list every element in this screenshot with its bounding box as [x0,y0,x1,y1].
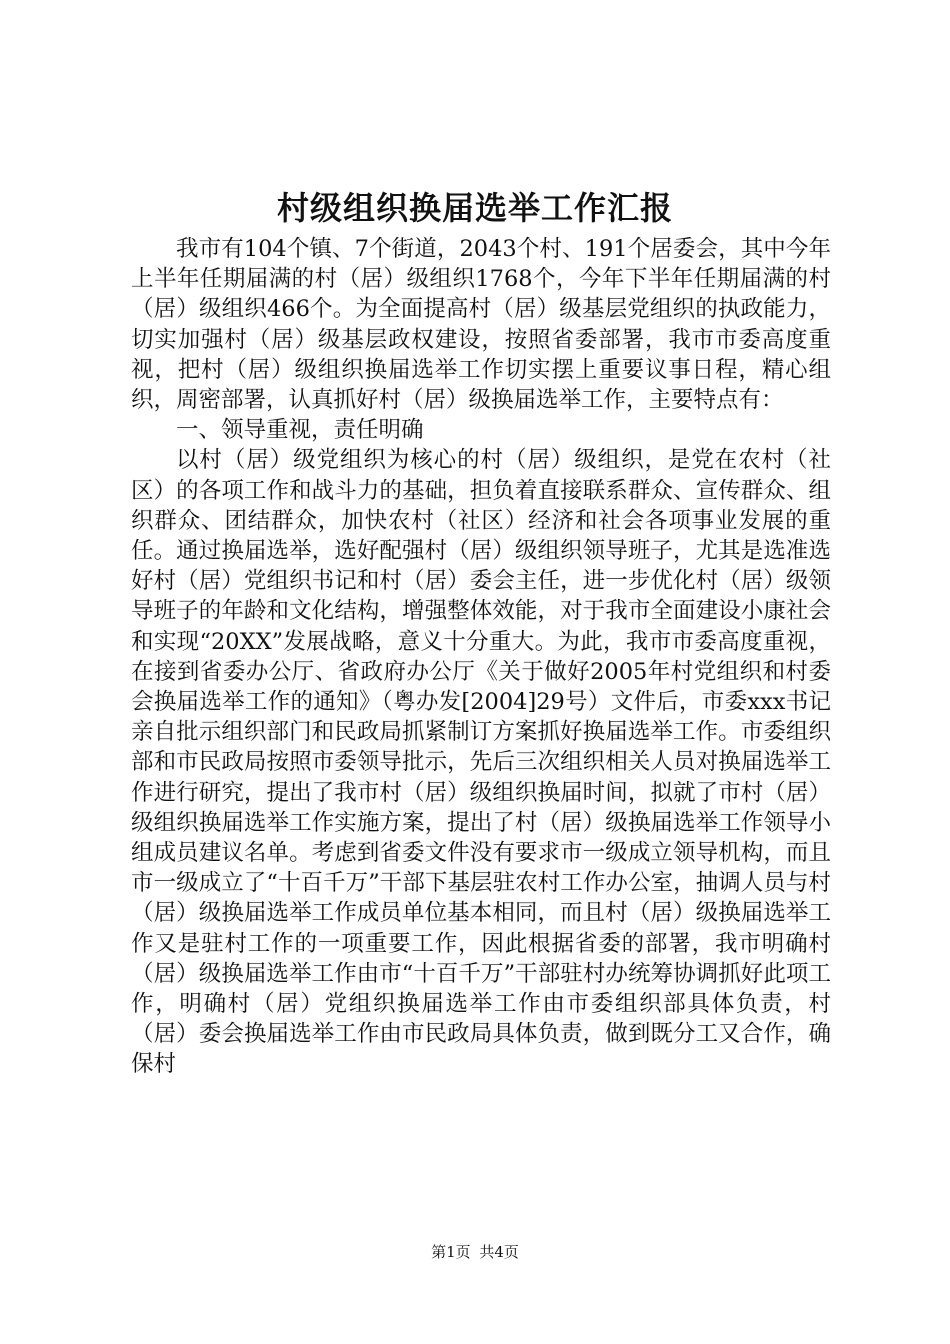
document-body [131,234,831,1080]
page-total: 共4页 [479,1243,519,1261]
paragraph-section-1: 以村（居）级党组织为核心的村（居）级组织，是党在农村（社区）的各项工作和战斗力的基础，担负着直接联系群众、宣传群众、组织群众、团结群众，加快农村（社区）经济和社会各项事业发展的重任。通过换届选举，选好配强村（居）级组织领导班子，尤其是选准选好村（居）党组织书记和村（居）委会主任，进一步优化村（居）级领导班子的年龄和文化结构，增强整体效能，对于我市全面建设小康社会和实现“20XX”发展战略，意义十分重大。为此，我市市委高度重视，在接到省委办公厅、省政府办公厅《关于做好2005年村党组织和村委会换届选举工作的通知》（粤办发[2004]29号）文件后，市委xxx书记亲自批示组织部门和民政局抓紧制订方案抓好换届选举工作。市委组织部和市民政局按照市委领导批示，先后三次组织相关人员对换届选举工作进行研究，提出了我市村（居）级组织换届时间，拟就了市村（居）级组织换届选举工作实施方案，提出了村（居）级换届选举工作领导小组成员建议名单。考虑到省委文件没有要求市一级成立领导机构，而且市一级成立了“十百千万”干部下基层驻农村工作办公室，抽调人员与村（居）级换届选举工作成员单位基本相同，而且村（居）级换届选举工作又是驻村工作的一项重要工作，因此根据省委的部署，我市明确村（居）级换届选举工作由市“十百千万”干部驻村办统筹协调抓好此项工作，明确村（居）党组织换届选举工作由市委组织部具体负责，村（居）委会换届选举工作由市民政局具体负责，做到既分工又合作，确保村 [131,447,831,1078]
document-title: 村级组织换届选举工作汇报 [276,189,673,227]
page-footer [0,1242,950,1262]
page-number: 第1页 [431,1243,471,1261]
section-heading-1: 一、领导重视，责任明确 [176,417,424,444]
paragraph-intro: 我市有104个镇、7个街道，2043个村、191个居委会，其中今年上半年任期届满的村（居）级组织1768个，今年下半年任期届满的村（居）级组织466个。为全面提高村（居）级基层党组织的执政能力，切实加强村（居）级基层政权建设，按照省委部署，我市市委高度重视，把村（居）级组织换届选举工作切实摆上重要议事日程，精心组织，周密部署，认真抓好村（居）级换届选举工作，主要特点有： [131,236,831,414]
